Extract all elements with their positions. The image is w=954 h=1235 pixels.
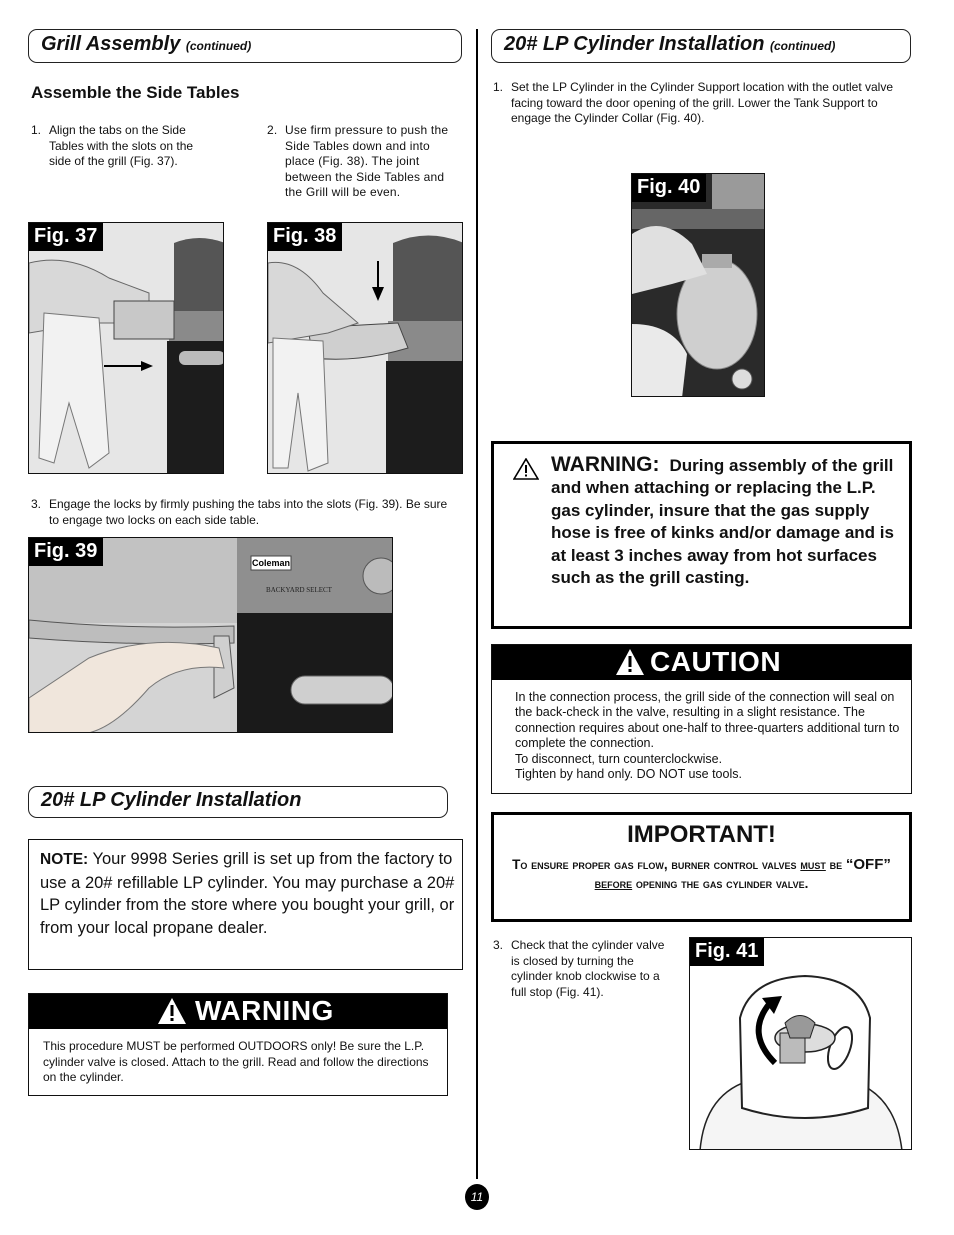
- note-label: NOTE:: [40, 851, 89, 868]
- important-message: [500, 856, 903, 893]
- important-text-2: opening the gas cylinder valve.: [635, 875, 809, 891]
- step-number: 1.: [31, 123, 42, 137]
- step-text: Engage the locks by firmly pushing the tabs into the slots (Fig. 39). Be sure to engage two locks on each side table.: [49, 497, 448, 527]
- header-continued: (continued): [185, 39, 252, 53]
- caution-text: In the connection process, the grill side of the connection will seal on the back-check in the valve, resulting in a slight resistance. The connection requires about one-half to three-quarters additional turn to complete the connection.: [515, 690, 900, 751]
- step-text: Set the LP Cylinder in the Cylinder Support location with the outlet valve facing toward the door opening of the grill. Lower the Tank Support to engage the Cylinder Collar (Fig. 40).: [511, 80, 893, 125]
- figure-41: [689, 937, 912, 1150]
- caution-disconnect-text: To disconnect, turn counterclockwise.: [515, 751, 723, 766]
- page-number: 11: [465, 1184, 489, 1210]
- warning-title: WARNING: [195, 995, 334, 1026]
- figure-38-illustration: [268, 223, 463, 474]
- step-text: Align the tabs on the Side Tables with the slots on the side of the grill (Fig. 37).: [49, 123, 194, 168]
- section-title: Assemble the Side Tables: [31, 83, 240, 102]
- figure-label: Fig. 37: [29, 223, 103, 251]
- caution-title: CAUTION: [650, 646, 782, 677]
- warning-title: WARNING:: [551, 453, 660, 476]
- figure-41-illustration: [690, 938, 912, 1150]
- column-divider: [476, 29, 478, 1179]
- warning-text: This procedure MUST be performed OUTDOORS only! Be sure the L.P. cylinder valve is closed. Attach to the grill. Read and follow the directions on the cylinder.: [43, 1039, 429, 1084]
- figure-38: [267, 222, 463, 474]
- warning-banner: [29, 994, 447, 1029]
- note-box: [28, 839, 463, 970]
- figure-label: Fig. 39: [29, 538, 103, 566]
- header-title: Grill Assembly: [41, 33, 181, 55]
- important-before: before: [594, 875, 633, 891]
- step-number: 1.: [493, 80, 504, 94]
- figure-label: Fig. 40: [632, 174, 706, 202]
- figure-37: [28, 222, 224, 474]
- lp-cylinder-installation-header: [28, 786, 448, 818]
- figure-39: [28, 537, 393, 733]
- step-text: Check that the cylinder valve is closed by turning the cylinder knob clockwise to a full stop (Fig. 41).: [511, 938, 665, 999]
- figure-label: Fig. 38: [268, 223, 342, 251]
- outdoor-warning-box: [28, 993, 448, 1096]
- step-number: 2.: [267, 123, 278, 137]
- gas-hose-warning-box: [491, 441, 912, 629]
- figure-40-illustration: [632, 174, 765, 397]
- header-title: 20# LP Cylinder Installation: [41, 789, 302, 811]
- grill-brand-label: Coleman: [251, 558, 291, 568]
- step-number: 3.: [493, 938, 504, 952]
- grill-assembly-header: [28, 29, 462, 63]
- header-title: 20# LP Cylinder Installation: [504, 33, 765, 55]
- caution-box: [491, 644, 912, 794]
- important-must: must: [800, 857, 826, 872]
- warning-triangle-icon: [157, 997, 187, 1025]
- warning-triangle-icon: [513, 458, 539, 480]
- important-be: be: [829, 857, 843, 872]
- important-title: IMPORTANT!: [627, 821, 776, 848]
- figure-37-illustration: [29, 223, 224, 474]
- figure-39-illustration: [29, 538, 393, 733]
- header-continued: (continued): [770, 39, 836, 53]
- important-text-1: To ensure proper gas flow, burner control valves: [512, 857, 797, 872]
- note-text: Your 9998 Series grill is set up from the factory to use a 20# refillable LP cylinder. You may purchase a 20# LP cylinder from the store where you bought your grill, or from your local propane dealer.: [40, 850, 455, 937]
- figure-40: [631, 173, 765, 397]
- grill-model-label: BACKYARD SELECT: [266, 586, 332, 594]
- caution-tighten-text: Tighten by hand only. DO NOT use tools.: [515, 767, 742, 782]
- caution-banner: [492, 645, 911, 680]
- important-off: “OFF”: [845, 856, 891, 873]
- figure-label: Fig. 41: [690, 938, 764, 966]
- warning-text: During assembly of the grill and when attaching or replacing the L.P. gas cylinder, insure that the gas supply hose is free of kinks and/or damage and is at least 3 inches away from hot surfaces such as the grill casting.: [551, 456, 894, 588]
- lp-cylinder-continued-header: [491, 29, 911, 63]
- step-text: Use firm pressure to push the Side Tables down and into place (Fig. 38). The joint between the Side Tables and the Grill will be even.: [285, 123, 449, 199]
- step-number: 3.: [31, 497, 42, 511]
- important-box: [491, 812, 912, 922]
- caution-triangle-icon: [615, 648, 645, 676]
